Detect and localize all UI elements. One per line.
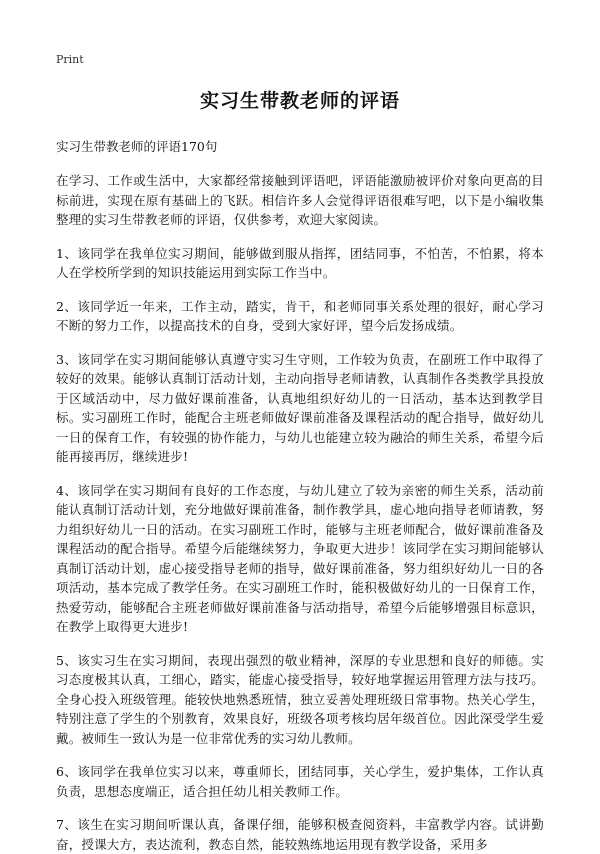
intro-paragraph: 在学习、工作或生活中，大家都经常接触到评语吧，评语能激励被评价对象向更高的目标前进，实现在原有基础上的飞跃。相信许多人会觉得评语很难写吧，以下是小编收集整理的实习生带教老师的评语，仅供参考，欢迎大家阅读。	[56, 173, 544, 227]
comment-paragraph-6: 6、该同学在我单位实习以来，尊重师长，团结同事，关心学生，爱护集体，工作认真负责，思想态度端正，适合担任幼儿相关教师工作。	[56, 764, 544, 799]
comment-paragraph-3: 3、该同学在实习期间能够认真遵守实习生守则，工作较为负责，在副班工作中取得了较好的效果。能够认真制订活动计划，主动向指导老师请教，认真制作各类教学具投放于区域活动中，尽力做好课前准备，认真地组织好幼儿的一日活动，基本达到教学目标。实习副班工作时，能配合主班老师做好课前准备及课程活动的配合指导，做好幼儿一日的保育工作，有较强的协作能力，与幼儿也能建立较为融洽的师生关系，希望今后能再接再厉，继续进步!	[56, 351, 544, 464]
comment-paragraph-7: 7、该生在实习期间听课认真，备课仔细，能够积极查阅资料，丰富教学内容。试讲勤奋，授课大方，表达流利，教态自然，能较熟练地运用现有教学设备，采用多	[56, 817, 544, 852]
comment-paragraph-1: 1、该同学在我单位实习期间，能够做到服从指挥，团结同事，不怕苦，不怕累，将本人在学校所学到的知识技能运用到实际工作当中。	[56, 245, 544, 280]
page-title: 实习生带教老师的评语	[199, 90, 400, 112]
comment-paragraph-4: 4、该同学在实习期间有良好的工作态度，与幼儿建立了较为亲密的师生关系，活动前能认真制订活动计划，充分地做好课前准备，制作教学具，虚心地向指导老师请教，努力组织好幼儿一日的活动。在实习副班工作时，能够与主班老师配合，做好课前准备及课程活动的配合指导。希望今后能继续努力，争取更大进步！该同学在实习期间能够认真制订活动计划，虚心接受指导老师的指导，做好课前准备，努力组织好幼儿一日的各项活动，基本完成了教学任务。在实习副班工作时，能积极做好幼儿的一日保育工作，热爱劳动，能够配合主班老师做好课前准备与活动指导，希望今后能够增强目标意识，在教学上取得更大进步!	[56, 482, 544, 634]
comment-paragraph-2: 2、该同学近一年来，工作主动，踏实，肯干，和老师同事关系处理的很好，耐心学习不断的努力工作，以提高技术的自身，受到大家好评，望今后发扬成绩。	[56, 298, 544, 333]
print-link[interactable]: Print	[56, 53, 84, 66]
article-subtitle: 实习生带教老师的评语170句	[56, 139, 218, 154]
comment-paragraph-5: 5、该实习生在实习期间，表现出强烈的敬业精神，深厚的专业思想和良好的师德。实习态度极其认真，工细心，踏实，能虚心接受指导，较好地掌握运用管理方法与技巧。全身心投入班级管理。能较快地熟悉班情，独立妥善处理班级日常事物。热关心学生，特别注意了学生的个别教育，效果良好，班级各项考核均居年级首位。因此深受学生爱戴。被师生一致认为是一位非常优秀的实习幼儿教师。	[56, 652, 544, 746]
